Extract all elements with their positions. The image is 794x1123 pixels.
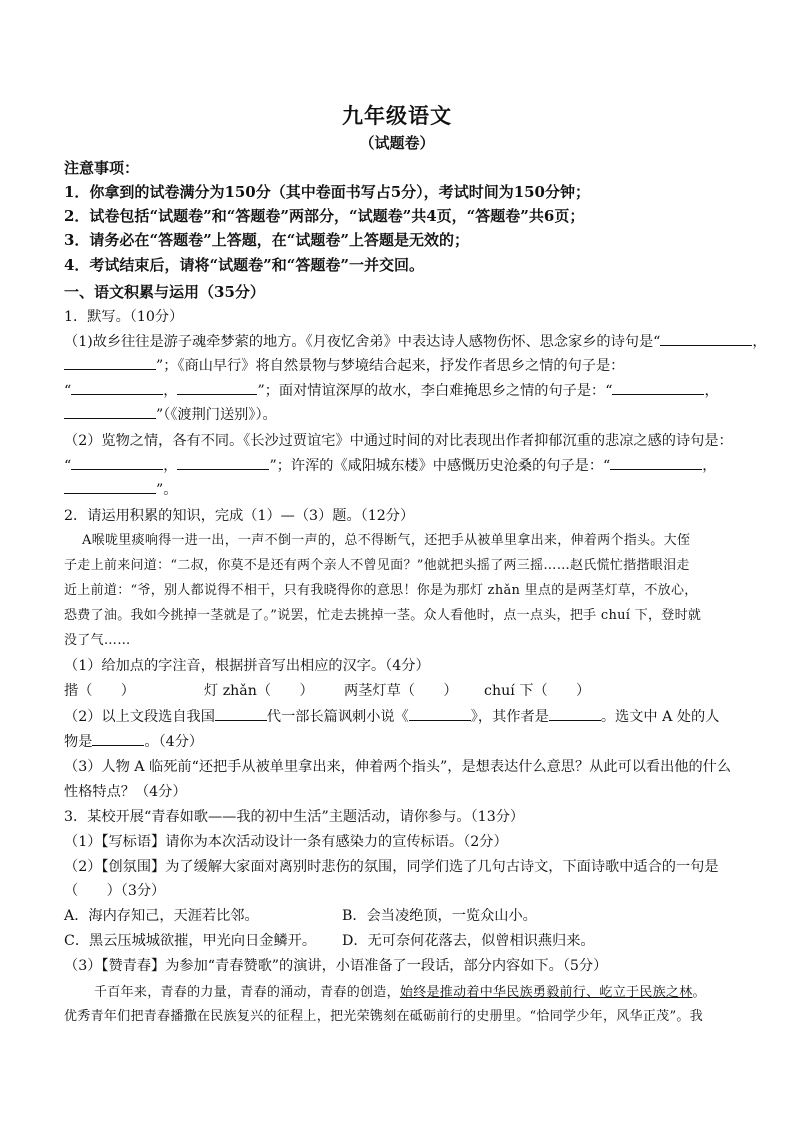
sub-question: 性格特点？（4分） [64, 784, 187, 800]
question-title: 1．默写。（10分） [64, 309, 184, 325]
q1-line: ”（《渡荆门送别》）。 [64, 404, 754, 426]
pinyin-item: 揩（ ） [64, 683, 135, 699]
q1-line: ”。 [64, 479, 754, 501]
q1-line: “ ， ”；许浑的《咸阳城东楼》中感慨历史沧桑的句子是：“ ， [64, 455, 754, 477]
pinyin-item: chuí 下（ ） [484, 683, 591, 699]
answer-blank[interactable] [409, 706, 471, 721]
answer-blank[interactable] [177, 380, 257, 395]
passage-line: 没了气…… [64, 633, 131, 648]
notice-heading: 注意事项： [64, 159, 140, 177]
sub-question: （2）【创氛围】为了缓解大家面对离别时悲伤的氛围，同学们选了几句古诗文，下面诗歌中适合的一句是 [64, 859, 719, 875]
notice-item: 1．你拿到的试卷满分为150分（其中卷面书写占5分），考试时间为150分钟； [64, 183, 590, 201]
passage-line: 子走上前来问道：“二叔，你莫不是还有两个亲人不曾见面？”他就把头摇了两三摇……赵氏慌忙揩揩眼泪走 [64, 558, 690, 573]
pinyin-row [64, 680, 754, 702]
q1-line: （2）览物之情，各有不同。《长沙过贾谊宅》中通过时间的对比表现出作者抑郁沉重的悲凉之感的诗句是： [64, 433, 733, 449]
answer-blank[interactable] [549, 706, 601, 721]
options-row [64, 930, 754, 952]
q1-line: （1)故乡往往是游子魂牵梦萦的地方。《月夜忆舍弟》中表达诗人感物伤怀、思念家乡的诗句是“ ， [64, 331, 754, 353]
answer-blank[interactable] [610, 455, 702, 470]
sub-question: （3）人物 A 临死前“还把手从被单里拿出来，伸着两个指头”，是想表达什么意思？从此可以看出他的什么 [64, 759, 732, 775]
answer-blank[interactable] [92, 731, 144, 746]
question-title: 2．请运用积累的知识，完成（1）—（3）题。（12分） [64, 508, 415, 524]
section-heading: 一、语文积累与运用（35分） [64, 283, 265, 301]
notice-item: 2．试卷包括“试题卷”和“答题卷”两部分，“试题卷”共4页，“答题卷”共6页； [64, 207, 585, 225]
option-d[interactable]: D．无可奈何花落去，似曾相识燕归来。 [342, 933, 595, 949]
sub-question: （ ）（3分） [64, 883, 166, 899]
option-b[interactable]: B．会当凌绝顶，一览众山小。 [342, 908, 537, 924]
page-subtitle: （试题卷） [359, 134, 435, 152]
q1-line: ”；《商山早行》将自然景物与梦境结合起来，抒发作者思乡之情的句子是： [64, 355, 754, 377]
answer-blank[interactable] [71, 380, 163, 395]
answer-blank[interactable] [64, 355, 156, 370]
q1-line: “ ， ”；面对情谊深厚的故水，李白难掩思乡之情的句子是：“ ， [64, 380, 754, 402]
speech-line: 千百年来，青春的力量，青春的涌动，青春的创造，始终是推动着中华民族勇毅前行、屹立于民族之林。 [94, 985, 706, 1000]
sub-question: （1）给加点的字注音，根据拼音写出相应的汉字。（4分） [64, 658, 430, 674]
notice-item: 3．请务必在“答题卷”上答题，在“试题卷”上答题是无效的； [64, 231, 469, 249]
option-a[interactable]: A．海内存知己，天涯若比邻。 [64, 908, 259, 924]
page-title: 九年级语文 [342, 103, 452, 128]
answer-blank[interactable] [215, 706, 267, 721]
answer-blank[interactable] [660, 331, 752, 346]
sub-question: （2）以上文段选自我国 代一部长篇讽刺小说《 》，其作者是 。选文中 A 处的人 [64, 706, 754, 728]
speech-line: 优秀青年们把青春播撒在民族复兴的征程上，把光荣镌刻在砥砺前行的史册里。“恰同学少年，风华正茂”。我 [64, 1009, 703, 1024]
passage-line: 恐费了油。我如今挑掉一茎就是了。”说罢，忙走去挑掉一茎。众人看他时，点一点头，把手 chuí 下，登时就 [64, 608, 702, 623]
pinyin-item: 两茎灯草（ ） [344, 683, 458, 699]
pinyin-item: 灯 zhǎn（ ） [204, 683, 314, 699]
underlined-phrase: 始终是推动着中华民族勇毅前行、屹立于民族之林 [399, 985, 693, 1000]
answer-blank[interactable] [64, 404, 156, 419]
answer-blank[interactable] [612, 380, 704, 395]
answer-blank[interactable] [177, 455, 269, 470]
passage-line: 近上前道：“爷，别人都说得不相干，只有我晓得你的意思！你是为那灯 zhǎn 里点的是两茎灯草，不放心， [64, 583, 698, 598]
question-title: 3．某校开展“青春如歌——我的初中生活”主题活动，请你参与。（13分） [64, 809, 525, 825]
sub-question: 物是 。（4分） [64, 731, 754, 753]
sub-question: （3）【赞青春】为参加“青春赞歌”的演讲，小语准备了一段话，部分内容如下。（5分） [64, 958, 608, 974]
notice-item: 4．考试结束后，请将“试题卷”和“答题卷”一并交回。 [64, 256, 424, 274]
passage-line: A喉咙里痰响得一进一出，一声不倒一声的，总不得断气，还把手从被单里拿出来，伸着两个指头。大侄 [82, 533, 691, 548]
answer-blank[interactable] [64, 479, 156, 494]
option-c[interactable]: C．黑云压城城欲摧，甲光向日金鳞开。 [64, 933, 317, 949]
sub-question: （1）【写标语】请你为本次活动设计一条有感染力的宣传标语。（2分） [64, 834, 508, 850]
answer-blank[interactable] [71, 455, 163, 470]
options-row [64, 905, 754, 927]
